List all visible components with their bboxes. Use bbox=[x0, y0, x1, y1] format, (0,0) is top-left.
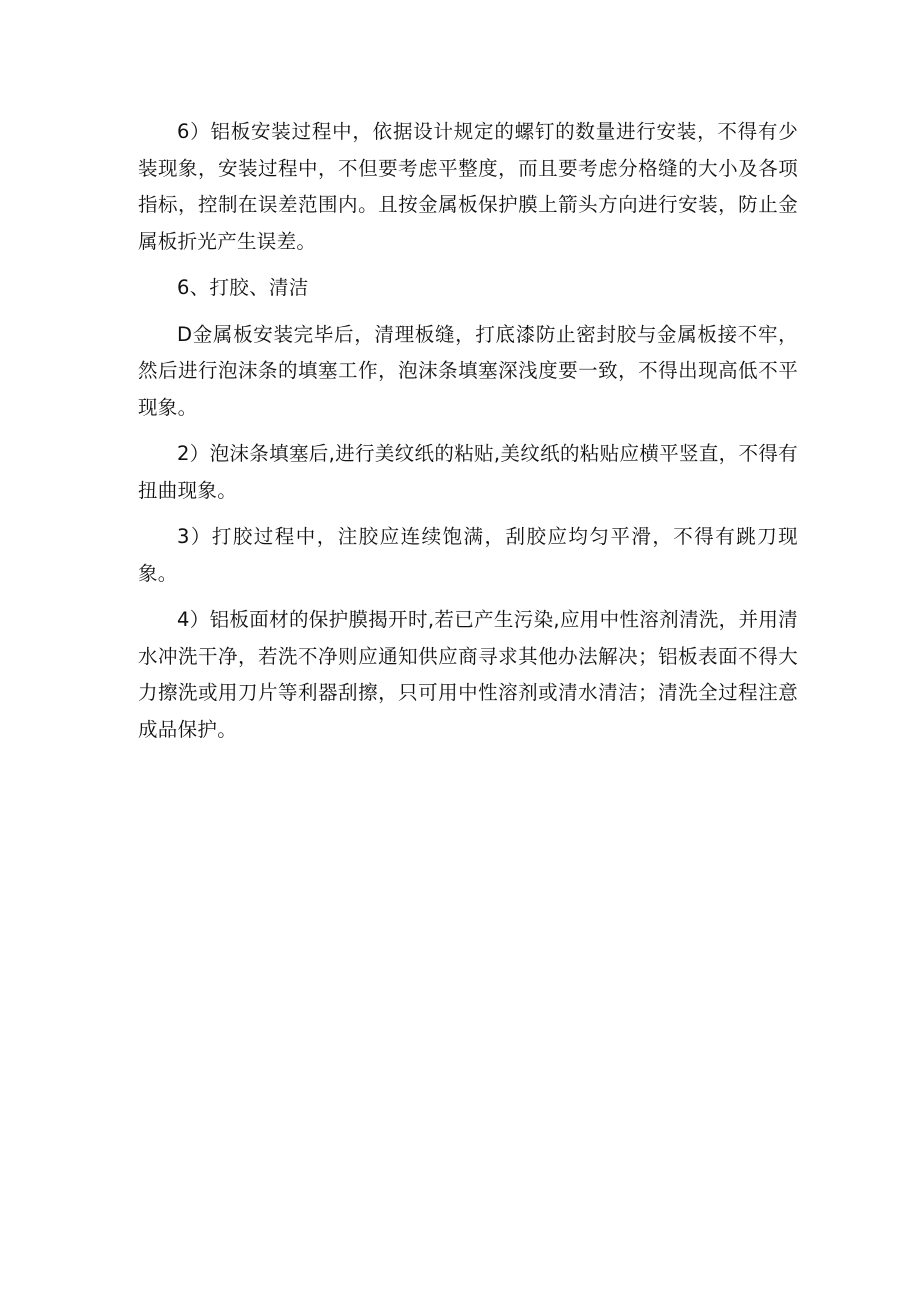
paragraph-glue-injection: 3）打胶过程中，注胶应连续饱满，刮胶应均匀平滑，不得有跳刀现象。 bbox=[138, 525, 798, 585]
section-heading-glue-clean: 6、打胶、清洁 bbox=[177, 276, 309, 299]
paragraph-masking-tape: 2）泡沫条填塞后,进行美纹纸的粘贴,美纹纸的粘贴应横平竖直，不得有扭曲现象。 bbox=[138, 442, 798, 502]
document-body bbox=[138, 114, 798, 758]
paragraph-clean-seams: D金属板安装完毕后，清理板缝，打底漆防止密封胶与金属板接不牢，然后进行泡沫条的填塞工作，泡沫条填塞深浅度要一致，不得出现高低不平现象。 bbox=[138, 322, 798, 419]
paragraph-install-screws: 6）铝板安装过程中，依据设计规定的螺钉的数量进行安装，不得有少装现象，安装过程中，不但要考虑平整度，而且要考虑分格缝的大小及各项指标，控制在误差范围内。且按金属板保护膜上箭头方向进行安装，防止金属板折光产生误差。 bbox=[138, 120, 798, 253]
paragraph-protective-film: 4）铝板面材的保护膜揭开时,若已产生污染,应用中性溶剂清洗，并用清水冲洗干净，若洗不净则应通知供应商寻求其他办法解决；铝板表面不得大力擦洗或用刀片等利器刮擦，只可用中性溶剂或清水清洁；清洗全过程注意成品保护。 bbox=[138, 608, 798, 741]
